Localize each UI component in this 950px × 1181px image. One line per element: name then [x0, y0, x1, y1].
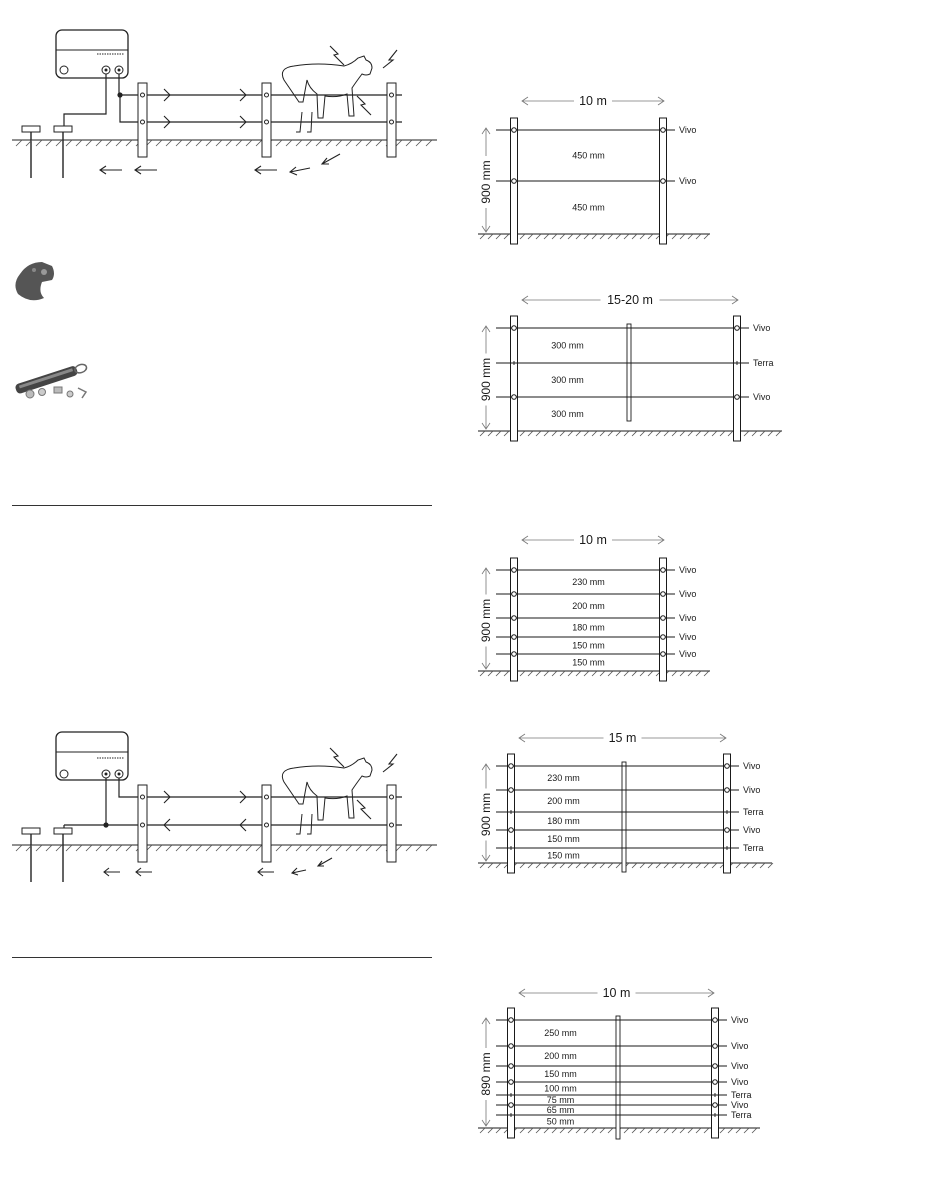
wire-label: Vivo: [731, 1077, 749, 1087]
wire-gap-label: 150 mm: [544, 1069, 577, 1079]
insulator: [512, 616, 517, 621]
fence-diagram: [474, 288, 794, 450]
span-label: 10 m: [579, 94, 607, 108]
wire-gap-label: 300 mm: [551, 409, 584, 419]
wire-gap-label: 230 mm: [572, 577, 605, 587]
insulator: [661, 179, 666, 184]
insulator: [509, 788, 514, 793]
wire-label: Vivo: [731, 1100, 749, 1110]
wire-label: Vivo: [731, 1041, 749, 1051]
insulator: [509, 1018, 514, 1023]
insulator: [661, 568, 666, 573]
wire-gap-label: 150 mm: [572, 640, 605, 651]
wire-label: Terra: [743, 807, 764, 817]
span-label: 15 m: [608, 731, 637, 745]
span-label: 15-20 m: [607, 293, 653, 307]
insulator: [512, 395, 517, 400]
wire-gap-label: 200 mm: [572, 601, 605, 611]
insulator: [509, 1103, 514, 1108]
wire-gap-label: 180 mm: [572, 622, 605, 633]
insulator: [713, 1044, 718, 1049]
insulator: [725, 764, 730, 769]
insulator: [512, 568, 517, 573]
wire-gap-label: 50 mm: [546, 1116, 575, 1127]
insulator: [512, 128, 517, 133]
wire-label: Terra: [753, 358, 774, 368]
energizer-icon: [56, 30, 128, 78]
wire-gap-label: 230 mm: [547, 773, 580, 783]
insulator: [512, 179, 517, 184]
fence-diagram: [474, 728, 784, 878]
insulator: [661, 652, 666, 657]
wire-gap-label: 180 mm: [547, 816, 580, 826]
fence-diagram: [474, 88, 734, 250]
wire-gap-label: 450 mm: [572, 202, 605, 213]
wire-label: Vivo: [679, 565, 697, 575]
wire-gap-label: 200 mm: [544, 1051, 577, 1061]
fence-diagram: [474, 982, 774, 1144]
wire-label: Vivo: [753, 323, 771, 333]
span-label: 10 m: [602, 986, 631, 1000]
tensioner-kit-icon: [10, 352, 100, 402]
insulator: [512, 652, 517, 657]
section-divider: [12, 505, 432, 506]
wire-gap-label: 200 mm: [547, 796, 580, 806]
wire-label: Terra: [731, 1090, 752, 1100]
insulator: [725, 788, 730, 793]
wire-gap-label: 150 mm: [547, 834, 580, 844]
wire-label: Vivo: [679, 176, 697, 186]
wire-label: Vivo: [731, 1015, 749, 1025]
insulator: [713, 1080, 718, 1085]
fence-post-right: [712, 1008, 719, 1138]
wire-label: Vivo: [753, 392, 771, 402]
height-label: 890 mm: [479, 1052, 493, 1096]
insulator: [512, 635, 517, 640]
earth-stakes: [22, 828, 72, 882]
wire-label: Vivo: [743, 825, 761, 835]
wire-gap-label: 150 mm: [572, 657, 605, 668]
energizer-icon: [56, 732, 128, 780]
energizer-system-diagram-2: [12, 730, 442, 886]
wire-gap-label: 250 mm: [544, 1028, 577, 1038]
fence-dropper: [622, 762, 626, 872]
height-label: 900 mm: [479, 792, 493, 837]
insulator: [713, 1018, 718, 1023]
wire-label: Vivo: [679, 632, 697, 642]
wire-label: Vivo: [679, 125, 697, 135]
fence-dropper: [616, 1016, 620, 1139]
insulator: [661, 128, 666, 133]
wire-gap-label: 75 mm: [546, 1095, 575, 1105]
insulator: [661, 635, 666, 640]
insulator: [509, 764, 514, 769]
insulator: [512, 592, 517, 597]
wire-gap-label: 150 mm: [547, 850, 580, 861]
insulator-product-icon: [12, 258, 64, 302]
wire-gap-label: 300 mm: [551, 375, 584, 385]
insulator: [509, 1044, 514, 1049]
insulator: [512, 326, 517, 331]
insulator: [509, 828, 514, 833]
wire-gap-label: 100 mm: [544, 1083, 577, 1094]
wire-label: Vivo: [679, 649, 697, 659]
cow-icon: [282, 56, 372, 132]
insulator: [713, 1064, 718, 1069]
wire-gap-label: 300 mm: [551, 340, 584, 351]
wire-label: Vivo: [743, 785, 761, 795]
wire-gap-label: 65 mm: [546, 1105, 575, 1115]
earth-stakes: [22, 126, 72, 178]
wire-label: Vivo: [679, 589, 697, 599]
wire-gap-label: 450 mm: [572, 150, 605, 161]
insulator: [735, 395, 740, 400]
wire-label: Vivo: [731, 1061, 749, 1071]
fence-post-left: [508, 1008, 515, 1138]
insulator: [509, 1064, 514, 1069]
fence-dropper: [627, 324, 631, 421]
height-label: 900 mm: [479, 357, 493, 402]
wire-label: Vivo: [743, 761, 761, 771]
wire-label: Terra: [743, 843, 764, 853]
fence-diagram: [474, 528, 734, 690]
insulator: [661, 592, 666, 597]
insulator: [661, 616, 666, 621]
height-label: 900 mm: [479, 160, 493, 204]
insulator: [509, 1080, 514, 1085]
height-label: 900 mm: [479, 598, 493, 643]
insulator: [735, 326, 740, 331]
wire-label: Vivo: [679, 613, 697, 623]
span-label: 10 m: [579, 533, 607, 547]
wire-label: Terra: [731, 1110, 752, 1120]
energizer-system-diagram-1: [12, 28, 442, 188]
fence-post-right: [734, 316, 741, 441]
section-divider: [12, 957, 432, 958]
insulator: [713, 1103, 718, 1108]
insulator: [725, 828, 730, 833]
cow-icon: [282, 758, 372, 834]
fence-post-left: [511, 316, 518, 441]
